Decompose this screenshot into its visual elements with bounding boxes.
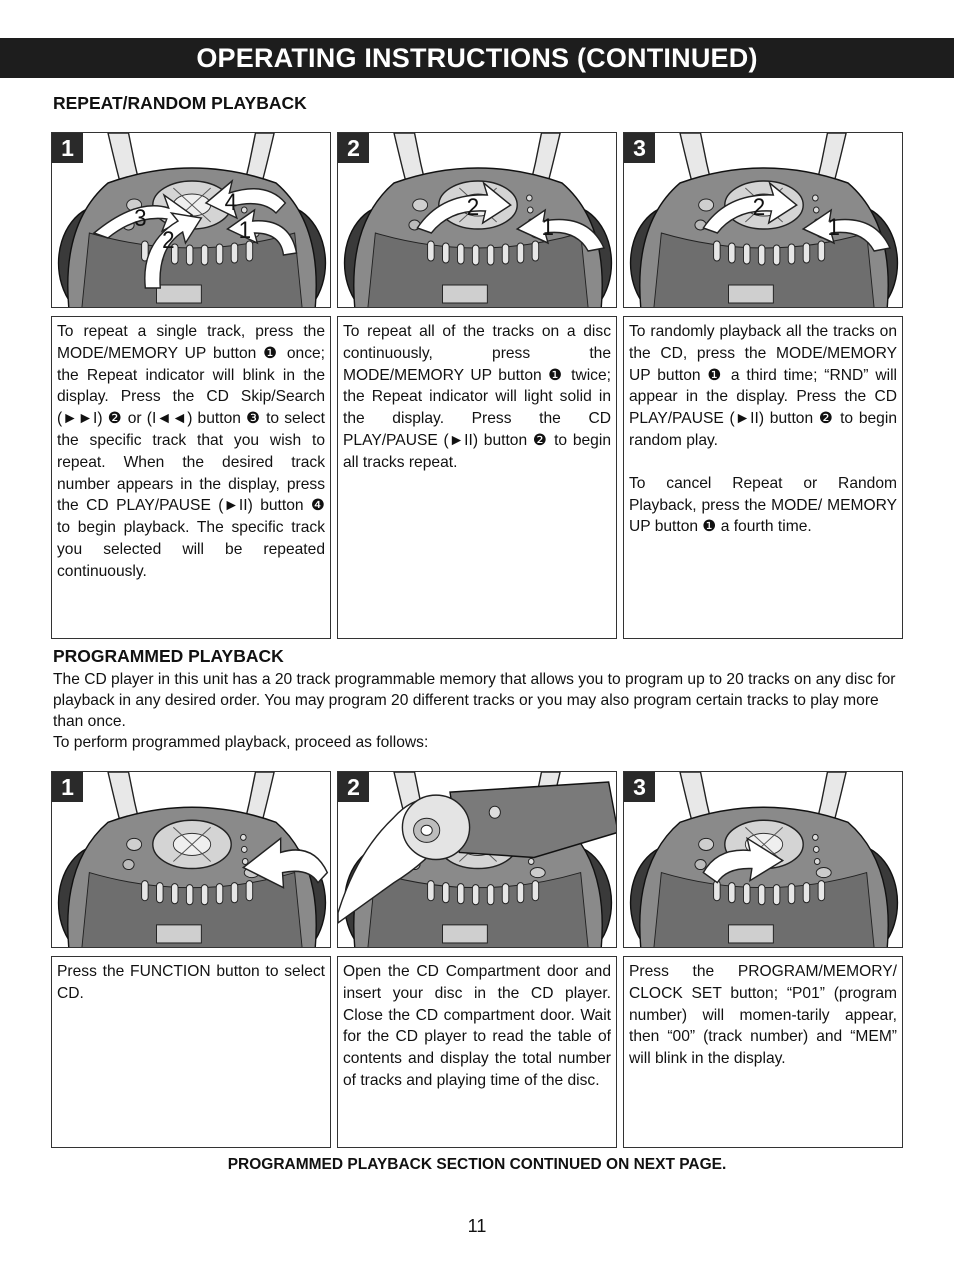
repeat-step-2-illustration — [337, 132, 617, 308]
callout-number: 1 — [827, 213, 840, 241]
programmed-intro — [53, 669, 903, 753]
instruction-text: To randomly playback all the tracks on the CD, press the MODE/MEMORY UP button ❶ a third time; “RND” will appear in the display. Press the CD PLAY/PAUSE (►II) button ❷ to begin random play. — [629, 323, 897, 449]
page-number: 11 — [467, 1216, 487, 1236]
callout-number: 4 — [224, 188, 238, 216]
repeat-step-3-text — [623, 316, 903, 639]
programmed-step-1-text — [51, 956, 331, 1148]
step-number: 1 — [52, 133, 83, 163]
programmed-step-2-illustration — [337, 771, 617, 948]
programmed-step-1-illustration — [51, 771, 331, 948]
instruction-text: To repeat all of the tracks on a disc continuously, press the MODE/MEMORY UP button ❶ twice; the Repeat indicator will light solid in the display. Press the CD PLAY/PAUSE (►II) button ❷ to begin all tracks repeat. — [343, 323, 611, 471]
programmed-step-3-illustration — [623, 771, 903, 948]
step-number: 1 — [52, 772, 83, 802]
instruction-text: Press the FUNCTION button to select CD. — [57, 963, 325, 1002]
continued-note: PROGRAMMED PLAYBACK SECTION CONTINUED ON NEXT PAGE. — [227, 1156, 727, 1173]
callout-number: 3 — [134, 204, 147, 232]
instruction-text: Open the CD Compartment door and insert your disc in the CD player. Close the CD compartment door. Wait for the CD player to read the table of contents and display the total number of tracks and playing time of the disc. — [343, 963, 611, 1089]
repeat-step-3-illustration — [623, 132, 903, 308]
callout-number: 2 — [466, 193, 480, 221]
boombox-illustration — [624, 133, 903, 308]
callout-number: 2 — [162, 226, 175, 254]
callout-number: 2 — [752, 193, 766, 221]
repeat-step-1-illustration — [51, 132, 331, 308]
instruction-text: To cancel Repeat or Random Playback, press the MODE/ MEMORY UP button ❶ a fourth time. — [629, 474, 897, 536]
instruction-text: To repeat a single track, press the MODE/MEMORY UP button ❶ once; the Repeat indicator will blink in the display. Press the CD Skip/Search (►►I) ❷ or (I◄◄) button ❸ to select the specific track that you wish to repeat. When the desired track number appears in the display, press the CD PLAY/PAUSE (►II) button ❹ to begin playback. The specific track you selected will be repeated continuously. — [57, 323, 325, 580]
programmed-step-3-text — [623, 956, 903, 1148]
boombox-illustration — [624, 772, 903, 948]
callout-number: 1 — [541, 213, 554, 241]
callout-number: 1 — [238, 216, 252, 244]
step-number: 3 — [624, 772, 655, 802]
programmed-step-2-text — [337, 956, 617, 1148]
boombox-illustration — [52, 133, 331, 308]
intro-paragraph: To perform programmed playback, proceed as follows: — [53, 734, 429, 751]
intro-paragraph: The CD player in this unit has a 20 track programmable memory that allows you to program up to 20 tracks on any disc for playback in any desired order. You may program 20 different tracks or you may also program certain tracks to play more than once. — [53, 671, 896, 730]
boombox-illustration — [338, 772, 617, 948]
boombox-illustration — [52, 772, 331, 948]
page-title: OPERATING INSTRUCTIONS (CONTINUED) — [0, 38, 954, 78]
boombox-illustration — [338, 133, 617, 308]
step-number: 2 — [338, 133, 369, 163]
repeat-step-2-text — [337, 316, 617, 639]
instruction-text: Press the PROGRAM/MEMORY/ CLOCK SET button; “P01” (program number) will momen-tarily appear, then “00” (track number) and “MEM” will blink in the display. — [629, 963, 897, 1068]
section-heading-programmed: PROGRAMMED PLAYBACK — [53, 646, 284, 666]
repeat-step-1-text — [51, 316, 331, 639]
step-number: 2 — [338, 772, 369, 802]
step-number: 3 — [624, 133, 655, 163]
section-heading-repeat: REPEAT/RANDOM PLAYBACK — [53, 93, 307, 113]
